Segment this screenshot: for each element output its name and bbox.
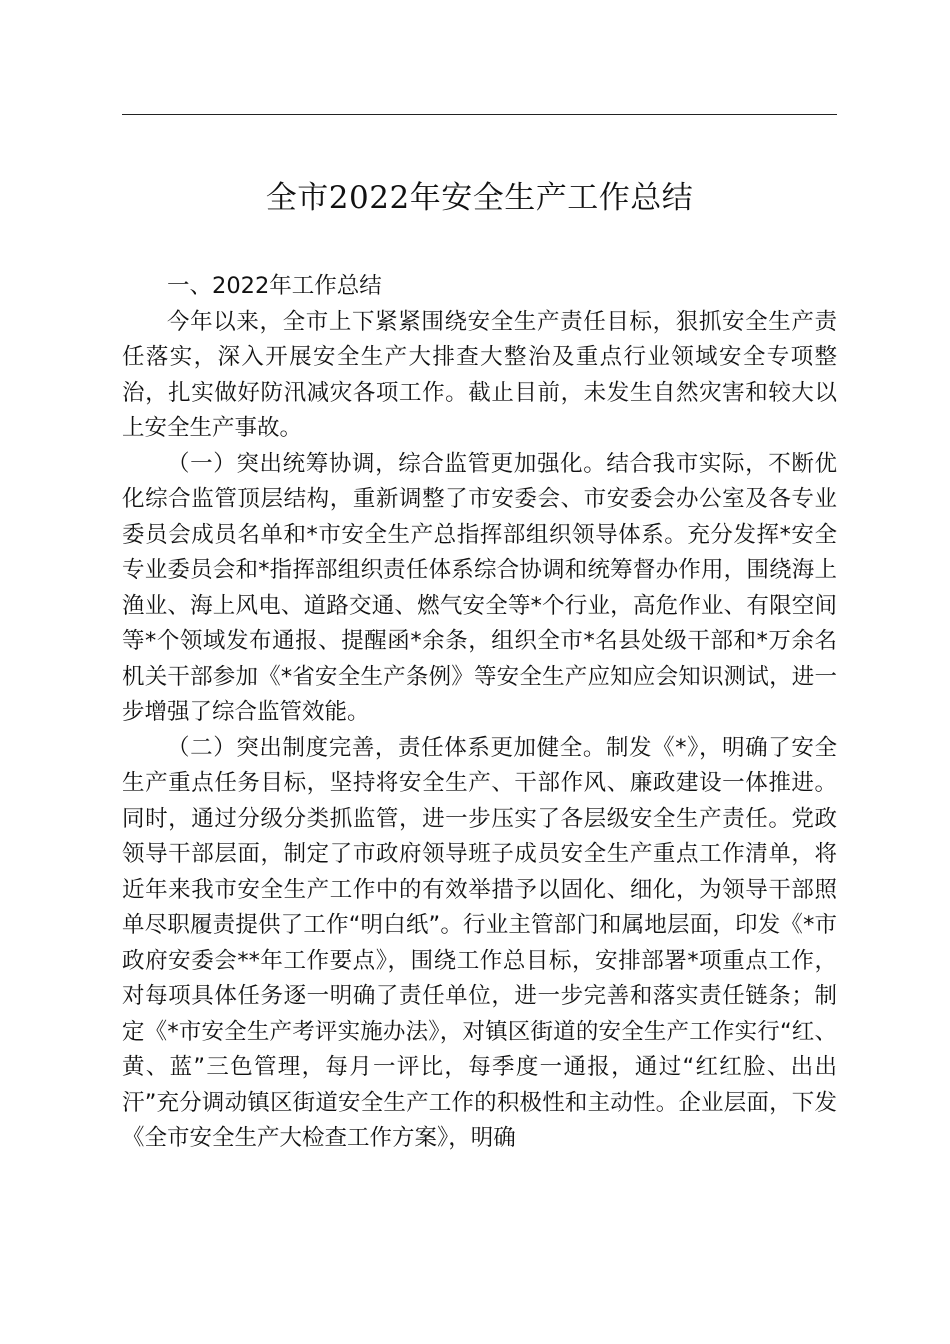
paragraph-intro: 今年以来，全市上下紧紧围绕安全生产责任目标，狠抓安全生产责任落实，深入开展安全生产大排查大整治及重点行业领域安全专项整治，扎实做好防汛减灾各项工作。截止目前，未发生自然灾害和较大以上安全生产事故。: [122, 308, 837, 441]
header-rule: [122, 114, 837, 115]
paragraph-coordination: （一）突出统筹协调，综合监管更加强化。结合我市实际，不断优化综合监管顶层结构，重新调整了市安委会、市安委会办公室及各专业委员会成员名单和*市安全生产总指挥部组织领导体系。充分发挥*安全专业委员会和*指挥部组织责任体系综合协调和统筹督办作用，围绕海上渔业、海上风电、道路交通、燃气安全等*个行业，高危作业、有限空间等*个领域发布通报、提醒函*余条，组织全市*名县处级干部和*万余名机关干部参加《*省安全生产条例》等安全生产应知应会知识测试，进一步增强了综合监管效能。: [122, 450, 837, 725]
document-title: [122, 174, 837, 222]
title-prefix: 全市: [265, 180, 329, 216]
title-suffix: 年安全生产工作总结: [409, 180, 694, 216]
paragraph-system-improvement: （二）突出制度完善，责任体系更加健全。制发《*》，明确了安全生产重点任务目标，坚持将安全生产、干部作风、廉政建设一体推进。同时，通过分级分类抓监管，进一步压实了各层级安全生产责任。党政领导干部层面，制定了市政府领导班子成员安全生产重点工作清单，将近年来我市安全生产工作中的有效举措予以固化、细化，为领导干部照单尽职履责提供了工作“明白纸”。行业主管部门和属地层面，印发《*市政府安委会**年工作要点》，围绕工作总目标，安排部署*项重点工作，对每项具体任务逐一明确了责任单位，进一步完善和落实责任链条；制定《*市安全生产考评实施办法》，对镇区街道的安全生产工作实行“红、黄、蓝”三色管理，每月一评比，每季度一通报，通过“红红脸、出出汗”充分调动镇区街道安全生产工作的积极性和主动性。企业层面，下发《全市安全生产大检查工作方案》，明确: [122, 734, 837, 1151]
title-year: 2022: [328, 180, 410, 216]
document-body: [122, 269, 837, 1157]
section-heading: 一、2022年工作总结: [167, 273, 382, 299]
